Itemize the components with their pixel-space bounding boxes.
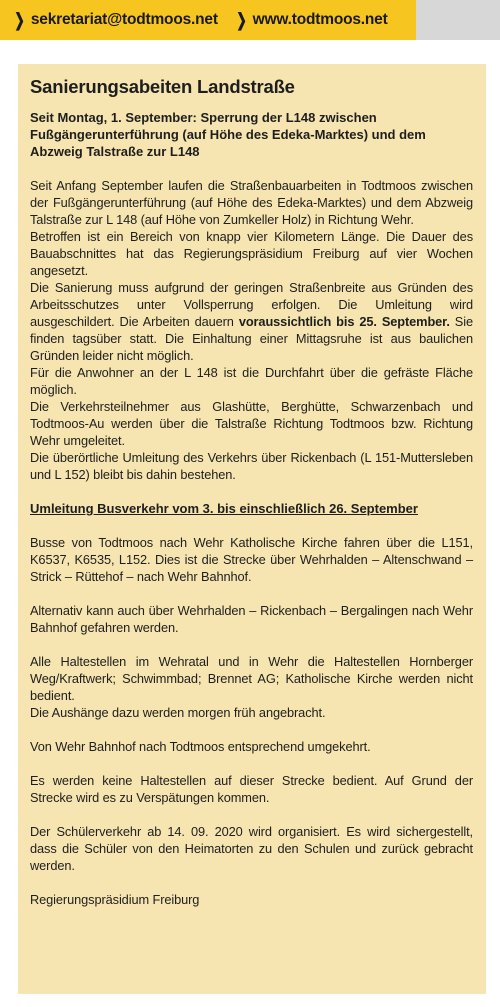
website-text: www.todtmoos.net [252, 11, 388, 28]
spacer [30, 483, 473, 500]
paragraph: Die Aushänge dazu werden morgen früh angebracht. [30, 705, 326, 720]
spacer [30, 721, 473, 738]
paragraph: Es werden keine Haltestellen auf dieser Strecke bedient. Auf Grund der Strecke wird es zu Verspätungen kommen. [30, 773, 473, 805]
paragraph: Die Verkehrsteilnehmer aus Glashütte, Berghütte, Schwarzenbach und Todtmoos-Au werden über die Talstraße Richtung Todtmoos bzw. Richtung Wehr umgeleitet. [30, 399, 473, 448]
paragraph-bold-text: voraussichtlich bis 25. September. [238, 314, 450, 329]
spacer [30, 585, 473, 602]
paragraph: Betroffen ist ein Bereich von knapp vier Kilometern Länge. Die Dauer des Bauabschnittes hat das Regierungspräsidium Freiburg auf vier Wochen angesetzt. [30, 229, 473, 278]
header-grey-block [416, 0, 500, 40]
paragraph: Der Schülerverkehr ab 14. 09. 2020 wird organisiert. Es wird sichergestellt, dass die Schüler von den Heimatorten zu den Schulen und zurück gebracht werden. [30, 824, 473, 873]
paragraph: Für die Anwohner an der L 148 ist die Durchfahrt über die gefräste Fläche möglich. [30, 365, 473, 397]
chevron-right-icon: ❯ [236, 10, 247, 30]
article-title: Sanierungsabeiten Landstraße [30, 76, 295, 97]
spacer [30, 806, 473, 823]
paragraph: Seit Anfang September laufen die Straßenbauarbeiten in Todtmoos zwischen der Fußgängerunterführung (auf Höhe des Edeka-Marktes) und dem Abzweig Talstraße zur L 148 (auf Höhe von Zumkeller Holz) in Richtung Wehr. [30, 178, 473, 227]
spacer [30, 755, 473, 772]
paragraph-text: Die Sanierung muss aufgrund der geringen Straßenbreite aus Gründen des Arbeitsschutzes unter Vollsperrung erfolgen. Die Umleitung wird ausgeschildert. Die Arbeiten dauern [30, 280, 473, 329]
article-lead: Seit Montag, 1. September: Sperrung der L148 zwischen Fußgängerunterführung (auf Höhe des Edeka-Marktes) und dem Abzweig Talstraße zur L148 [30, 110, 426, 159]
email-text: sekretariat@todtmoos.net [30, 11, 218, 28]
signature: Regierungspräsidium Freiburg [30, 892, 200, 907]
email-link[interactable] [12, 11, 218, 29]
paragraph: Alternativ kann auch über Wehrhalden – Rickenbach – Bergalingen nach Wehr Bahnhof gefahren werden. [30, 603, 473, 635]
paragraph: Busse von Todtmoos nach Wehr Katholische Kirche fahren über die L151, K6537, K6535, L152. Dies ist die Strecke über Wehrhalden – Altenschwand – Strick – Rüttehof – nach Wehr Bahnhof. [30, 535, 473, 584]
paragraph [30, 279, 473, 364]
chevron-right-icon: ❯ [14, 10, 25, 30]
website-link[interactable] [234, 11, 388, 29]
paragraph: Die überörtliche Umleitung des Verkehrs über Rickenbach (L 151-Muttersleben und L 152) bleibt bis dahin bestehen. [30, 450, 473, 482]
paragraph-text: Sie finden tagsüber statt. Die Einhaltung einer Mittagsruhe ist aus baulichen Gründen leider nicht möglich. [30, 314, 473, 363]
paragraph: Von Wehr Bahnhof nach Todtmoos entsprechend umgekehrt. [30, 739, 371, 754]
paragraph: Alle Haltestellen im Wehratal und in Wehr die Haltestellen Hornberger Weg/Kraftwerk; Schwimmbad; Brennet AG; Katholische Kirche werden nicht bedient. [30, 654, 473, 703]
article-panel [18, 64, 486, 994]
spacer [30, 874, 473, 891]
top-bar [0, 0, 500, 40]
spacer [30, 636, 473, 653]
contact-bar [0, 0, 416, 40]
bus-diversion-heading: Umleitung Busverkehr vom 3. bis einschließlich 26. September [30, 501, 418, 516]
